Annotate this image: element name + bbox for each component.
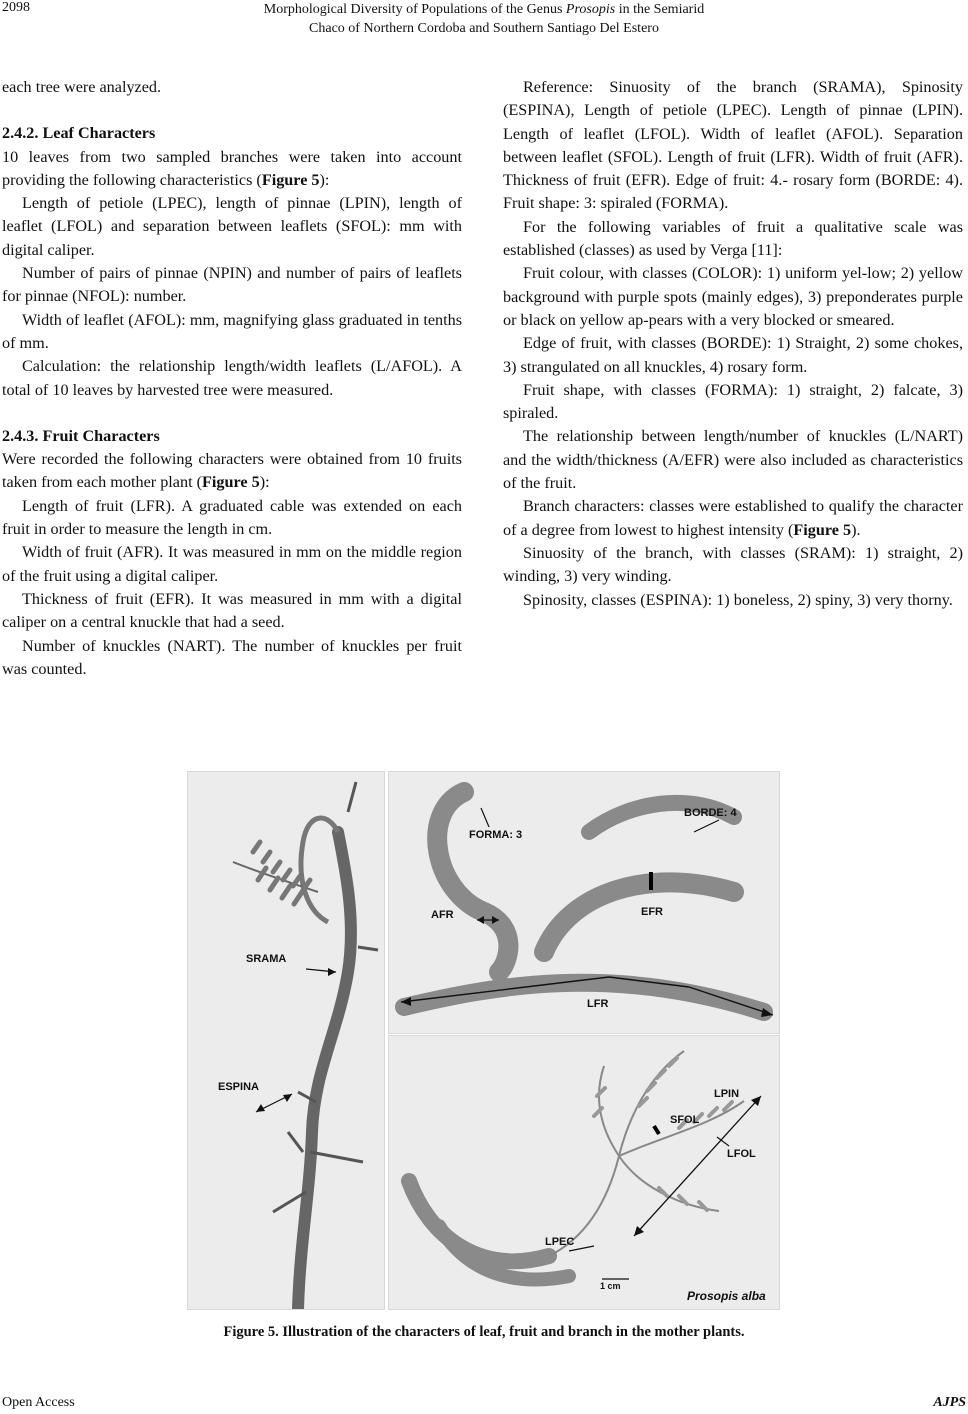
paragraph <box>2 448 462 495</box>
paragraph: Number of pairs of pinnae (NPIN) and number of pairs of leaflets for pinnae (NFOL): number. <box>2 264 462 306</box>
text-run: Were recorded the following characters were obtained from 10 fruits taken from each mother plant ( <box>2 450 462 492</box>
page-number: 2098 <box>2 0 30 15</box>
fruit-panel <box>388 771 780 1034</box>
header-line1-prefix: Morphological Diversity of Populations of the Genus <box>263 2 566 17</box>
header-line1 <box>264 2 704 17</box>
label-lpec: LPEC <box>545 1236 575 1248</box>
paragraph <box>503 495 963 542</box>
label-lpin: LPIN <box>714 1088 740 1100</box>
label-scale: 1 cm <box>600 1281 621 1291</box>
figure-5 <box>187 771 779 1311</box>
label-afr: AFR <box>431 909 454 921</box>
paragraph: Thickness of fruit (EFR). It was measured in mm with a digital caliper on a central knuckle that had a seed. <box>2 589 462 632</box>
text-run: ). <box>851 520 861 539</box>
label-lfol: LFOL <box>727 1148 756 1160</box>
paragraph: Number of knuckles (NART). The number of knuckles per fruit was counted. <box>2 636 462 678</box>
paragraph: Spinosity, classes (ESPINA): 1) boneless, 2) spiny, 3) very thorny. <box>523 590 953 609</box>
leaf-illustration <box>389 1036 779 1309</box>
header-line2: Chaco of Northern Cordoba and Southern Santiago Del Estero <box>309 21 659 36</box>
branch-panel <box>187 771 385 1310</box>
running-header <box>0 0 968 38</box>
header-line1-suffix: in the Semiarid <box>615 2 705 17</box>
branch-illustration <box>188 772 384 1309</box>
section-heading-leaf: 2.4.2. Leaf Characters <box>2 124 156 143</box>
label-borde: BORDE: 4 <box>684 807 737 819</box>
paragraph: Length of fruit (LFR). A graduated cable was extended on each fruit in order to measure the length in cm. <box>2 496 462 539</box>
header-line1-italic: Prosopis <box>565 2 616 17</box>
text-run: ): <box>319 170 330 189</box>
paragraph: Fruit shape, with classes (FORMA): 1) straight, 2) falcate, 3) spiraled. <box>503 380 963 423</box>
label-forma: FORMA: 3 <box>469 829 523 841</box>
paragraph: Fruit colour, with classes (COLOR): 1) uniform yel-low; 2) yellow background with purple spots (mainly edges), 3) preponderates purple or black on yellow ap-pears with a very blocked or smeared. <box>503 264 963 329</box>
text-run: Branch characters: classes were established to qualify the character of a degree from lowest to highest intensity ( <box>503 497 963 539</box>
paragraph: each tree were analyzed. <box>2 78 162 96</box>
figure-ref[interactable]: Figure 5 <box>793 520 852 539</box>
label-species: Prosopis alba <box>687 1289 766 1303</box>
figure-ref[interactable]: Figure 5 <box>202 473 260 492</box>
leaf-panel <box>388 1035 780 1310</box>
left-column <box>2 76 462 681</box>
paragraph: Sinuosity of the branch, with classes (SRAM): 1) straight, 2) winding, 3) very winding. <box>503 543 963 586</box>
paragraph: For the following variables of fruit a qualitative scale was established (classes) as used by Verga [11]: <box>503 217 963 260</box>
label-srama: SRAMA <box>246 953 287 965</box>
paragraph: Edge of fruit, with classes (BORDE): 1) Straight, 2) some chokes, 3) strangulated on all knuckles, 4) rosary form. <box>503 334 963 376</box>
figure-caption: Figure 5. Illustration of the characters of leaf, fruit and branch in the mother plants. <box>223 1324 745 1340</box>
paragraph: Calculation: the relationship length/width leaflets (L/AFOL). A total of 10 leaves by harvested tree were measured. <box>2 357 462 399</box>
footer-open-access: Open Access <box>2 1395 75 1410</box>
footer-journal: AJPS <box>933 1395 966 1410</box>
label-efr: EFR <box>641 906 663 918</box>
figure-ref[interactable]: Figure 5 <box>261 170 320 189</box>
paragraph: Length of petiole (LPEC), length of pinnae (LPIN), length of leaflet (LFOL) and separation between leaflets (SFOL): mm with digital caliper. <box>2 194 462 259</box>
paragraph: Width of fruit (AFR). It was measured in mm on the middle region of the fruit using a digital caliper. <box>2 543 462 585</box>
label-lfr: LFR <box>587 998 609 1010</box>
paragraph: Reference: Sinuosity of the branch (SRAMA), Spinosity (ESPINA), Length of petiole (LPEC). Length of pinnae (LPIN). Length of leaflet (LFOL). Width of leaflet (AFOL). Separation between leaflet (SFOL). Length of fruit (LFR). Width of fruit (AFR). Thickness of fruit (EFR). Edge of fruit: 4.- rosary form (BORDE: 4). Fruit shape: 3: spiraled (FORMA). <box>503 78 963 213</box>
paragraph: The relationship between length/number of knuckles (L/NART) and the width/thickness (A/EFR) were also included as characteristics of the fruit. <box>503 427 963 493</box>
label-espina: ESPINA <box>218 1081 259 1093</box>
text-run: ): <box>259 473 270 492</box>
text-run: 10 leaves from two sampled branches were taken into account providing the following characteristics ( <box>2 147 462 189</box>
section-heading-fruit: 2.4.3. Fruit Characters <box>2 426 160 445</box>
right-column <box>503 76 963 612</box>
paragraph: Width of leaflet (AFOL): mm, magnifying glass graduated in tenths of mm. <box>2 310 462 352</box>
label-sfol: SFOL <box>670 1114 700 1126</box>
paragraph <box>2 146 462 193</box>
